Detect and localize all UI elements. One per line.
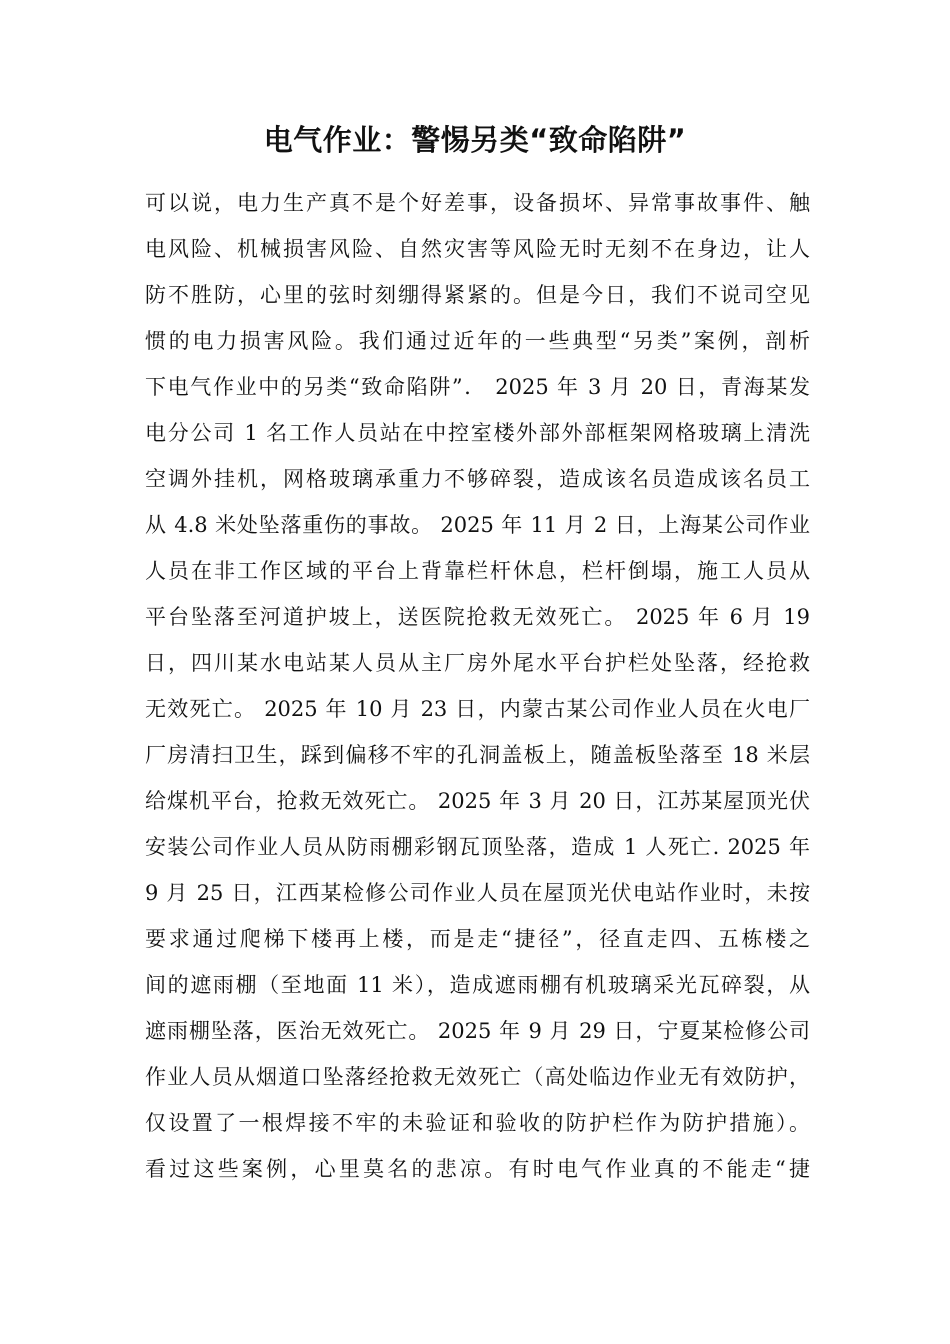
body-line: 要求通过爬梯下楼再上楼，而是走“捷径”，径直走四、五栋楼之	[145, 927, 810, 951]
body-line: 空调外挂机，网格玻璃承重力不够碎裂，造成该名员造成该名员工	[145, 467, 810, 491]
body-line: 仅设置了一根焊接不牢的未验证和验收的防护栏作为防护措施）。	[145, 1111, 810, 1135]
body-line: 可以说，电力生产真不是个好差事，设备损坏、异常事故事件、触	[145, 191, 810, 215]
body-line: 间的遮雨棚（至地面 11 米），造成遮雨棚有机玻璃采光瓦碎裂，从	[145, 973, 810, 997]
body-line: 下电气作业中的另类“致命陷阱”． 2025 年 3 月 20 日，青海某发	[145, 375, 810, 399]
document-title: 电气作业：警惕另类“致命陷阱”	[263, 123, 687, 157]
body-line: 惯的电力损害风险。我们通过近年的一些典型“另类”案例，剖析	[145, 329, 810, 353]
body-line: 日，四川某水电站某人员从主厂房外尾水平台护栏处坠落，经抢救	[145, 651, 810, 675]
body-line: 给煤机平台，抢救无效死亡。 2025 年 3 月 20 日，江苏某屋顶光伏	[145, 789, 810, 813]
body-line: 厂房清扫卫生，踩到偏移不牢的孔洞盖板上，随盖板坠落至 18 米层	[145, 743, 810, 767]
body-line: 平台坠落至河道护坡上，送医院抢救无效死亡。 2025 年 6 月 19	[145, 605, 810, 629]
body-line: 人员在非工作区域的平台上背靠栏杆休息，栏杆倒塌，施工人员从	[145, 559, 810, 583]
body-line: 电分公司 1 名工作人员站在中控室楼外部外部框架网格玻璃上清洗	[145, 421, 810, 445]
body-line: 无效死亡。 2025 年 10 月 23 日，内蒙古某公司作业人员在火电厂	[145, 697, 810, 721]
body-line: 作业人员从烟道口坠落经抢救无效死亡（高处临边作业无有效防护，	[145, 1065, 810, 1089]
document-body	[145, 180, 810, 1192]
body-line: 从 4.8 米处坠落重伤的事故。 2025 年 11 月 2 日，上海某公司作业	[145, 513, 810, 537]
body-line: 9 月 25 日，江西某检修公司作业人员在屋顶光伏电站作业时，未按	[145, 881, 810, 905]
body-line: 遮雨棚坠落，医治无效死亡。 2025 年 9 月 29 日，宁夏某检修公司	[145, 1019, 810, 1043]
body-line: 电风险、机械损害风险、自然灾害等风险无时无刻不在身边，让人	[145, 237, 810, 261]
body-line: 看过这些案例，心里莫名的悲凉。有时电气作业真的不能走“捷	[145, 1157, 810, 1181]
body-line: 防不胜防，心里的弦时刻绷得紧紧的。但是今日，我们不说司空见	[145, 283, 810, 307]
body-line: 安装公司作业人员从防雨棚彩钢瓦顶坠落，造成 1 人死亡. 2025 年	[145, 835, 810, 859]
